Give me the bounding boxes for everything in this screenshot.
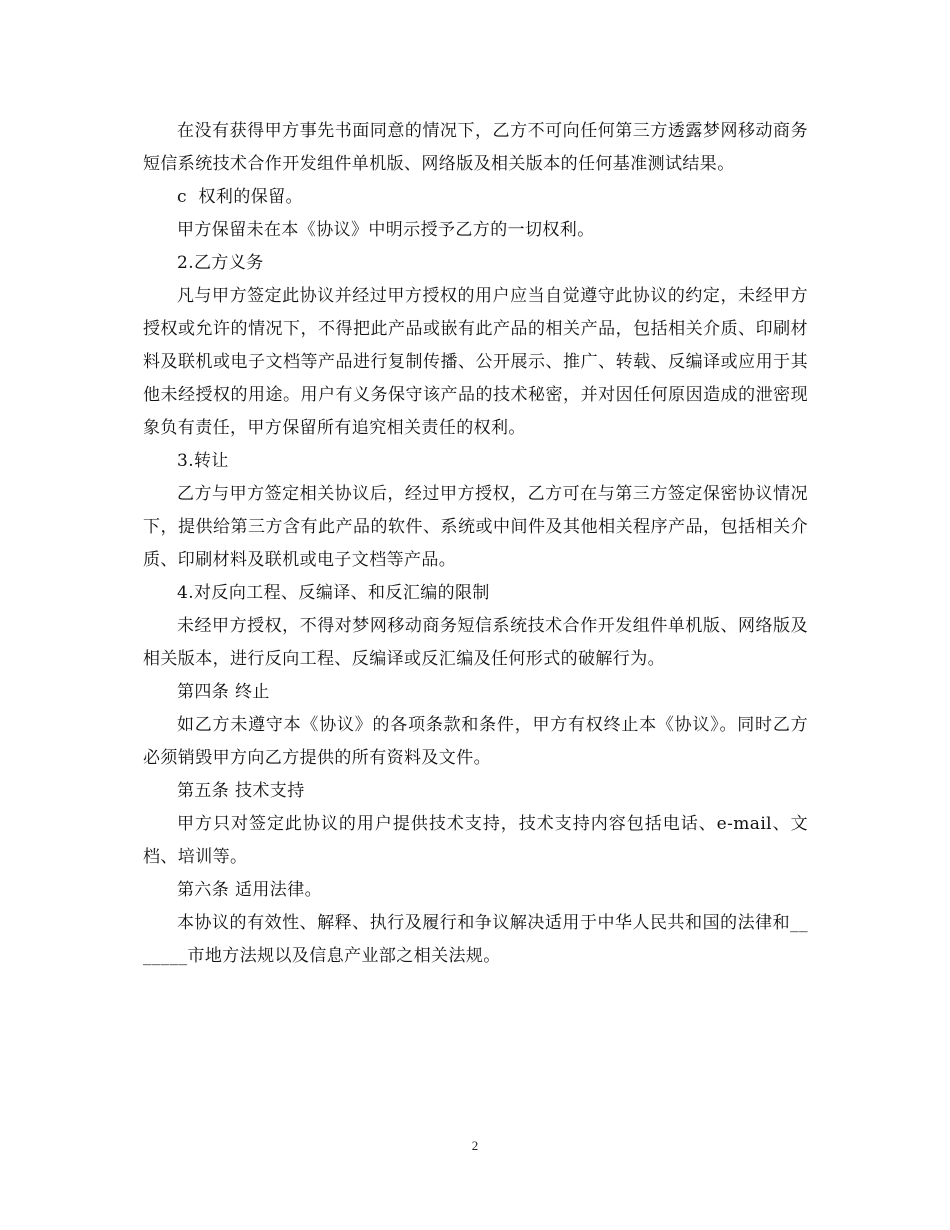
heading-party-b-obligations: 2.乙方义务 xyxy=(177,253,264,273)
paragraph-reserved-rights: 甲方保留未在本《协议》中明示授予乙方的一切权利。 xyxy=(177,220,595,240)
paragraph-transfer: 乙方与甲方签定相关协议后，经过甲方授权，乙方可在与第三方签定保密协议情况下，提供给第三方含有此产品的软件、系统或中间件及其他相关程序产品，包括相关介质、印刷材料及联机或电子文档等产品。 xyxy=(143,484,808,570)
paragraph-benchmark-disclosure: 在没有获得甲方事先书面同意的情况下，乙方不可向任何第三方透露梦网移动商务短信系统技术合作开发组件单机版、网络版及相关版本的任何基准测试结果。 xyxy=(143,121,808,174)
page-number: 2 xyxy=(471,1138,479,1153)
heading-reverse-engineering-limits: 4.对反向工程、反编译、和反汇编的限制 xyxy=(177,583,490,603)
paragraph-reverse-engineering-limits: 未经甲方授权，不得对梦网移动商务短信系统技术合作开发组件单机版、网络版及相关版本，进行反向工程、反编译或反汇编及任何形式的破解行为。 xyxy=(143,616,808,669)
heading-article-6-applicable-law: 第六条 适用法律。 xyxy=(177,880,323,900)
paragraph-technical-support: 甲方只对签定此协议的用户提供技术支持，技术支持内容包括电话、e-mail、文档、培训等。 xyxy=(143,814,808,867)
paragraph-termination: 如乙方未遵守本《协议》的各项条款和条件，甲方有权终止本《协议》。同时乙方必须销毁甲方向乙方提供的所有资料及文件。 xyxy=(143,715,808,768)
heading-article-4-termination: 第四条 终止 xyxy=(177,682,270,702)
document-body xyxy=(143,115,808,973)
paragraph-applicable-law: 本协议的有效性、解释、执行及履行和争议解决适用于中华人民共和国的法律和_______市地方法规以及信息产业部之相关法规。 xyxy=(143,913,808,966)
heading-transfer: 3.转让 xyxy=(177,451,229,471)
heading-article-5-technical-support: 第五条 技术支持 xyxy=(177,781,305,801)
heading-reservation-of-rights: c 权利的保留。 xyxy=(177,187,303,207)
paragraph-party-b-obligations: 凡与甲方签定此协议并经过甲方授权的用户应当自觉遵守此协议的约定，未经甲方授权或允许的情况下，不得把此产品或嵌有此产品的相关产品，包括相关介质、印刷材料及联机或电子文档等产品进行复制传播、公开展示、推广、转载、反编译或应用于其他未经授权的用途。用户有义务保守该产品的技术秘密，并对因任何原因造成的泄密现象负有责任，甲方保留所有追究相关责任的权利。 xyxy=(143,286,808,438)
